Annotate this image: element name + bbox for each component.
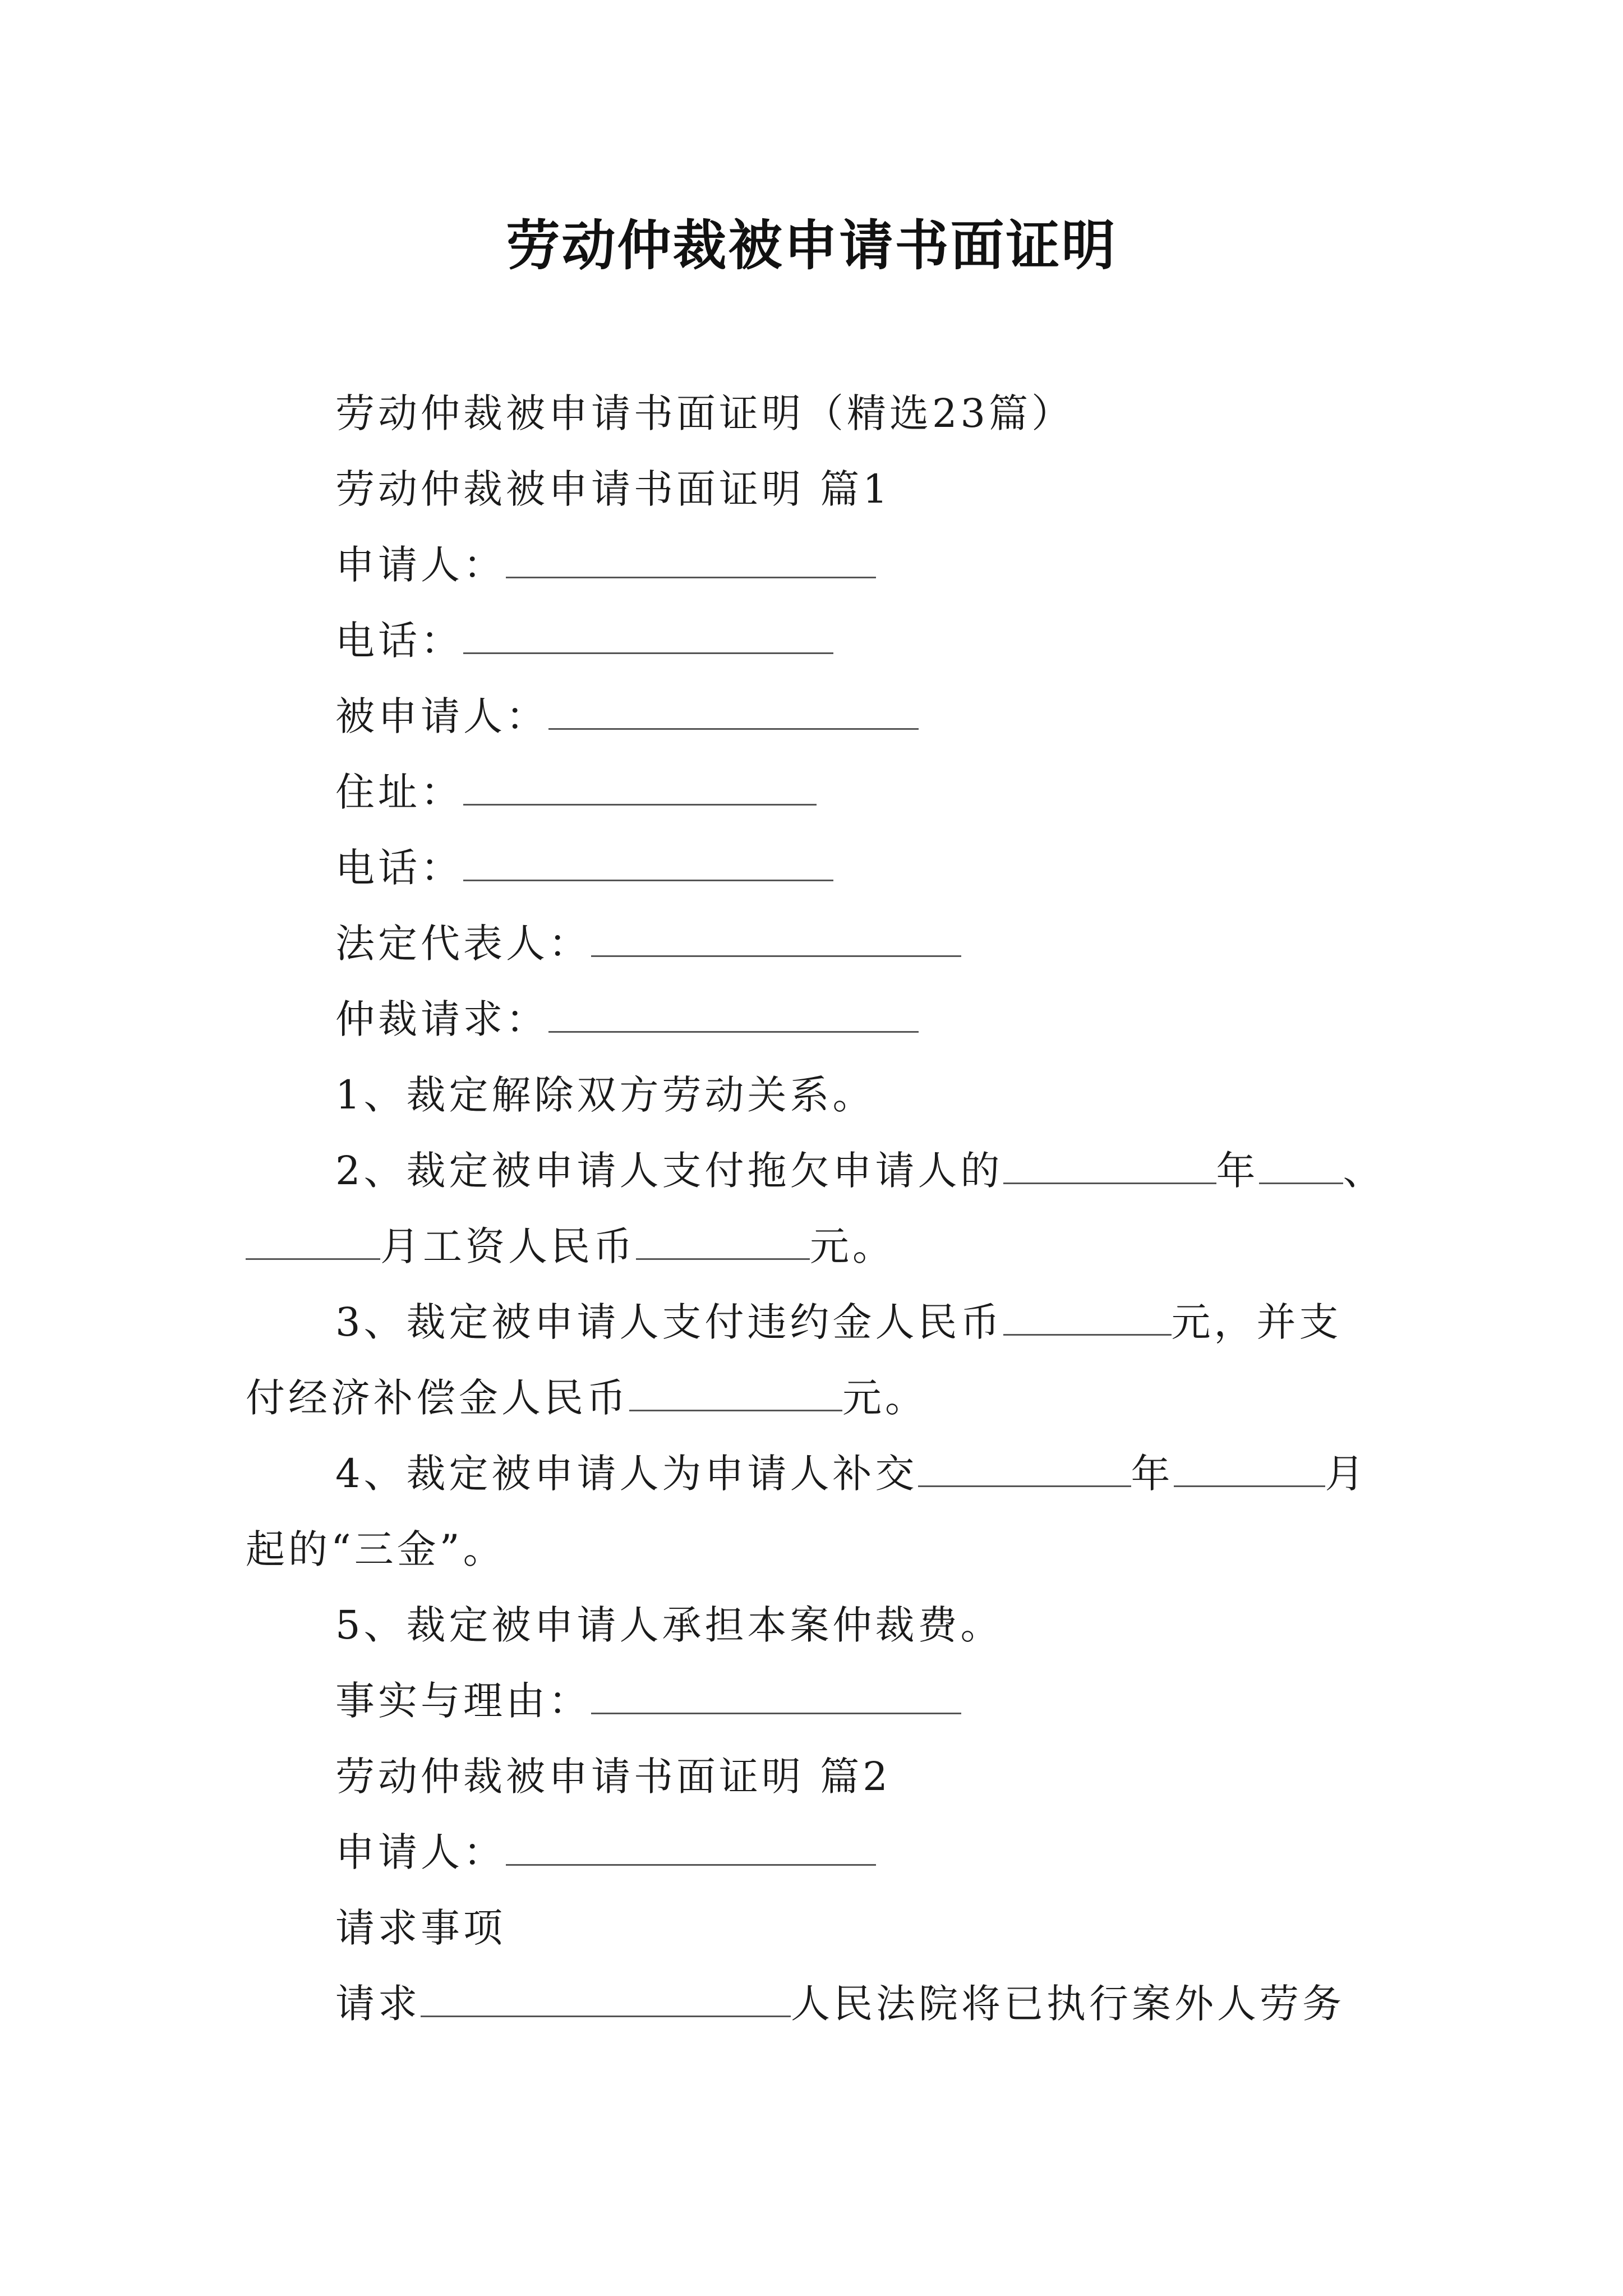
claim-item-5: 5、裁定被申请人承担本案仲裁费。 xyxy=(335,1602,1003,1648)
request-line xyxy=(335,1978,1345,2029)
applicant-label: 申请人： xyxy=(335,542,506,588)
item3-text-c: 付经济补偿金人民币 xyxy=(246,1375,629,1421)
respondent-label: 被申请人： xyxy=(335,693,548,739)
claim-item-1: 1、裁定解除双方劳动关系。 xyxy=(335,1072,875,1118)
item2-month-blank xyxy=(1259,1150,1343,1184)
item2-separator: 、 xyxy=(1343,1148,1386,1194)
facts-line xyxy=(335,1676,961,1726)
applicant-blank xyxy=(506,544,876,578)
phone2-label: 电话： xyxy=(335,845,463,891)
facts-label: 事实与理由： xyxy=(335,1678,591,1724)
legal-rep-blank xyxy=(591,923,961,957)
claims-blank xyxy=(548,999,919,1033)
claims-label: 仲裁请求： xyxy=(335,996,548,1042)
item2-amount-blank xyxy=(636,1226,810,1260)
request-text-a: 请求 xyxy=(335,1981,421,2027)
phone2-line xyxy=(335,843,833,893)
item3-penalty-blank xyxy=(1003,1301,1172,1336)
phone-line xyxy=(335,615,833,666)
request-court-blank xyxy=(421,1983,791,2017)
respondent-line xyxy=(335,691,919,742)
s2-applicant-blank xyxy=(506,1832,876,1866)
address-blank xyxy=(463,771,817,806)
item2-year-blank xyxy=(1003,1150,1216,1184)
claim-item-3-cont xyxy=(246,1373,928,1423)
item2-text-e: 元。 xyxy=(810,1223,895,1269)
phone-label: 电话： xyxy=(335,618,463,664)
claim-item-4-cont: 起的“三金”。 xyxy=(246,1526,506,1572)
item3-comp-blank xyxy=(629,1377,842,1411)
item2-year-label: 年 xyxy=(1216,1148,1259,1194)
claim-item-2 xyxy=(335,1145,1386,1196)
item2-text-d: 月工资人民币 xyxy=(380,1223,636,1269)
legal-rep-label: 法定代表人： xyxy=(335,921,591,967)
request-text-b: 人民法院将已执行案外人劳务 xyxy=(791,1981,1345,2027)
section1-heading: 劳动仲裁被申请书面证明 篇1 xyxy=(335,466,891,512)
phone2-blank xyxy=(463,847,833,881)
claim-item-2-cont xyxy=(246,1221,895,1272)
item4-year-label: 年 xyxy=(1131,1451,1174,1497)
item4-text-a: 4、裁定被申请人为申请人补交 xyxy=(335,1451,918,1497)
item4-year-blank xyxy=(918,1453,1131,1487)
item4-month-label: 月 xyxy=(1325,1451,1368,1497)
document-title: 劳动仲裁被申请书面证明 xyxy=(506,214,1117,277)
applicant-line xyxy=(335,540,876,590)
address-label: 住址： xyxy=(335,769,463,815)
legal-rep-line xyxy=(335,918,961,969)
claims-line xyxy=(335,994,919,1045)
item3-text-d: 元。 xyxy=(842,1375,928,1421)
claim-item-4 xyxy=(335,1448,1368,1499)
item2-text-a: 2、裁定被申请人支付拖欠申请人的 xyxy=(335,1148,1003,1194)
request-heading: 请求事项 xyxy=(335,1905,506,1951)
subtitle: 劳动仲裁被申请书面证明（精选23篇） xyxy=(335,390,1075,436)
claim-item-3 xyxy=(335,1297,1342,1347)
item3-text-a: 3、裁定被申请人支付违约金人民币 xyxy=(335,1299,1003,1345)
item3-text-b: 元，并支 xyxy=(1171,1299,1342,1345)
item4-month-blank xyxy=(1174,1453,1325,1487)
respondent-blank xyxy=(548,696,919,730)
s2-applicant-label: 申请人： xyxy=(335,1829,506,1875)
facts-blank xyxy=(591,1680,961,1714)
s2-applicant-line xyxy=(335,1827,876,1878)
item2-month2-blank xyxy=(246,1226,380,1260)
phone-blank xyxy=(463,620,833,654)
address-line xyxy=(335,767,817,817)
section2-heading: 劳动仲裁被申请书面证明 篇2 xyxy=(335,1754,891,1800)
